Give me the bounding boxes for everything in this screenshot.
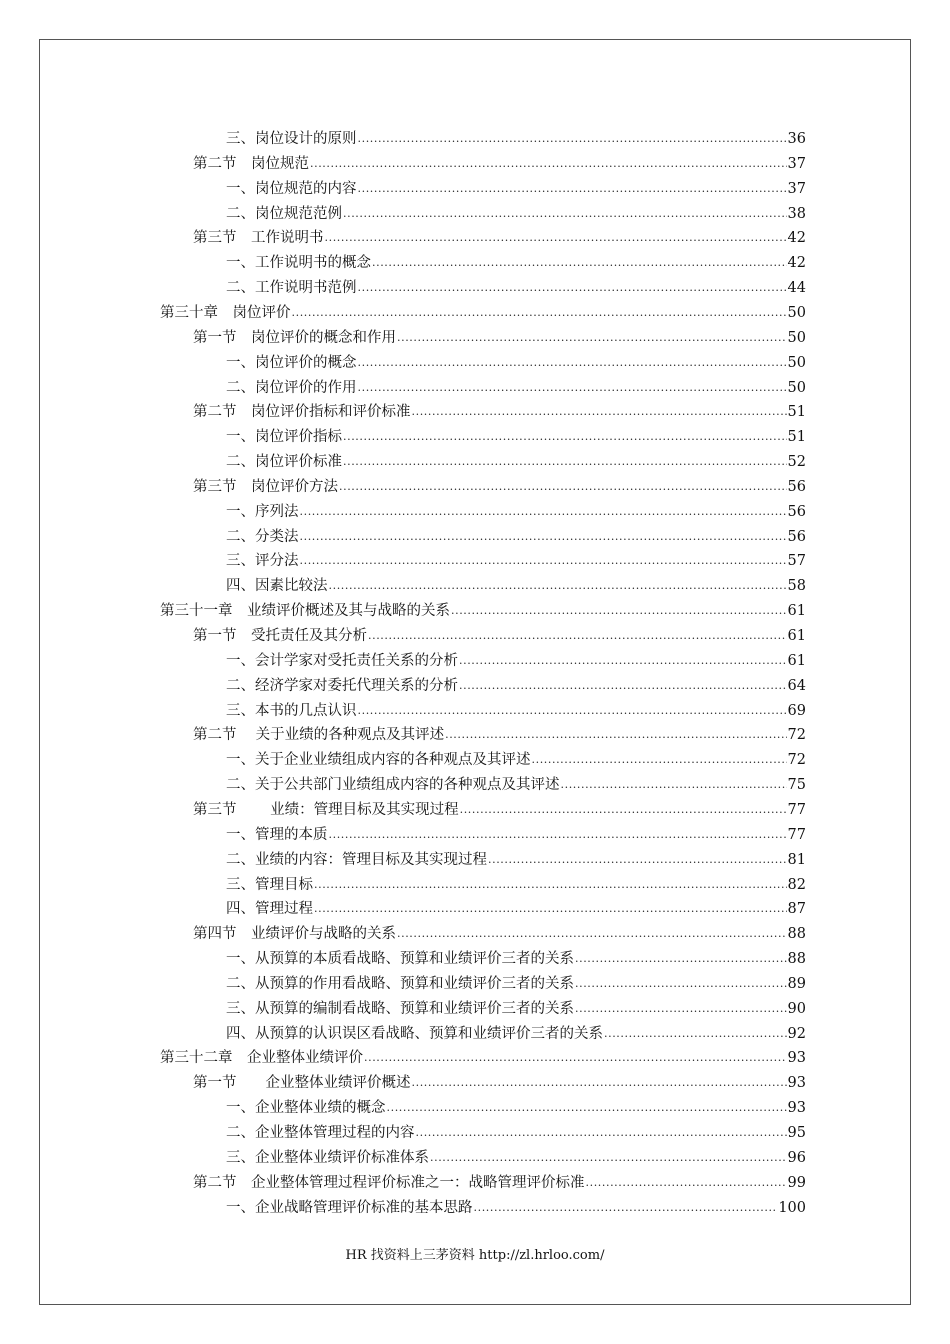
toc-entry[interactable] [226,124,806,148]
toc-entry-title: 一、企业战略管理评价标准的基本思路 [226,1199,473,1216]
toc-entry-page: 93 [787,1100,806,1117]
toc-leader-dots [586,1176,787,1190]
page-footer: HR 找资料上三茅资料 http://zl.hrloo.com/ [345,1248,605,1263]
toc-entry-page: 50 [787,354,806,371]
toc-leader-dots [343,430,787,444]
toc-leader-dots [451,604,787,618]
toc-entry-page: 82 [787,876,806,893]
toc-leader-dots [300,554,787,568]
toc-entry-title: 第三十二章 企业整体业绩评价 [160,1050,363,1067]
toc-entry-title: 三、本书的几点认识 [226,702,357,719]
toc-entry-page: 51 [787,404,806,421]
toc-entry-page: 58 [787,578,806,595]
toc-entry-page: 61 [787,628,806,644]
toc-entry[interactable] [226,944,806,968]
toc-leader-dots [329,579,787,593]
toc-entry[interactable] [226,870,806,894]
toc-leader-dots [368,629,787,643]
toc-entry-title: 四、因素比较法 [226,578,328,595]
toc-entry-page: 81 [787,851,806,868]
toc-entry-title: 一、岗位评价的概念 [226,354,357,371]
toc-leader-dots [325,231,787,245]
toc-entry[interactable] [226,994,806,1018]
toc-entry[interactable] [226,348,806,372]
toc-entry-page: 44 [787,280,806,297]
toc-entry-page: 77 [787,826,806,843]
toc-entry-page: 95 [787,1125,806,1141]
toc-entry-page: 88 [787,951,806,968]
toc-entry-title: 第二节 岗位规范 [193,155,309,172]
toc-leader-dots [459,679,787,693]
toc-entry-title: 二、从预算的作用看战略、预算和业绩评价三者的关系 [226,975,574,992]
toc-leader-dots [459,654,787,668]
toc-entry[interactable] [226,1143,806,1167]
toc-entry-title: 三、企业整体业绩评价标准体系 [226,1149,429,1166]
toc-entry[interactable] [226,199,806,223]
toc-entry-page: 42 [787,255,806,272]
toc-entry-title: 四、管理过程 [226,901,313,918]
toc-leader-dots [358,182,787,196]
toc-leader-dots [387,1101,787,1115]
toc-entry-page: 87 [787,901,806,918]
toc-entry-title: 一、工作说明书的概念 [226,255,371,272]
toc-entry-page: 77 [787,801,806,818]
toc-entry-page: 100 [778,1199,806,1216]
toc-entry-title: 一、从预算的本质看战略、预算和业绩评价三者的关系 [226,951,574,968]
toc-entry[interactable] [226,497,806,521]
toc-entry-title: 第三节 工作说明书 [193,230,324,247]
toc-entry-title: 二、工作说明书范例 [226,280,357,297]
toc-entry[interactable] [193,1168,806,1192]
toc-entry-page: 56 [787,478,806,495]
toc-entry-page: 57 [787,553,806,570]
toc-leader-dots [358,132,787,146]
toc-entry-page: 37 [787,180,806,197]
toc-entry[interactable] [193,919,806,943]
toc-leader-dots [412,405,787,419]
toc-entry[interactable] [226,546,806,570]
toc-entry[interactable] [226,1118,806,1142]
toc-entry-title: 第三节 岗位评价方法 [193,478,338,495]
toc-entry[interactable] [193,1068,806,1092]
toc-entry-page: 96 [787,1149,806,1166]
toc-entry-title: 第二节 岗位评价指标和评价标准 [193,404,411,421]
toc-entry[interactable] [193,795,806,819]
toc-entry-title: 第一节 企业整体业绩评价概述 [193,1075,411,1092]
toc-entry[interactable] [226,447,806,471]
toc-entry-title: 一、管理的本质 [226,826,328,843]
toc-entry[interactable] [193,323,806,347]
toc-leader-dots [343,455,787,469]
toc-entry[interactable] [160,1043,806,1067]
toc-entry-page: 75 [787,777,806,794]
toc-entry-page: 42 [787,230,806,247]
toc-entry-page: 93 [787,1050,806,1067]
toc-entry-title: 一、会计学家对受托责任关系的分析 [226,652,458,669]
toc-entry-page: 61 [787,603,806,620]
toc-entry-page: 51 [787,429,806,446]
toc-leader-dots [314,878,787,892]
toc-entry-title: 一、岗位评价指标 [226,429,342,446]
toc-entry-page: 50 [787,329,806,346]
toc-leader-dots [358,356,787,370]
toc-leader-dots [474,1201,778,1215]
toc-leader-dots [300,505,787,519]
toc-entry-page: 93 [787,1075,806,1092]
toc-leader-dots [575,952,787,966]
toc-entry-page: 52 [787,454,806,471]
toc-leader-dots [412,1076,787,1090]
toc-entry-title: 三、岗位设计的原则 [226,131,357,147]
toc-entry-title: 一、企业整体业绩的概念 [226,1100,386,1117]
toc-leader-dots [358,281,787,295]
toc-entry-title: 第三十一章 业绩评价概述及其与战略的关系 [160,603,450,620]
toc-entry-title: 二、关于公共部门业绩组成内容的各种观点及其评述 [226,777,560,794]
toc-entry-title: 二、企业整体管理过程的内容 [226,1125,415,1141]
toc-entry[interactable] [160,298,806,322]
toc-leader-dots [561,778,787,792]
toc-entry-title: 三、管理目标 [226,876,313,893]
toc-entry-page: 90 [787,1000,806,1017]
toc-entry-page: 89 [787,975,806,992]
toc-entry-title: 一、序列法 [226,503,299,520]
toc-entry[interactable] [226,820,806,844]
toc-entry[interactable] [193,621,806,645]
toc-entry-page: 72 [787,752,806,769]
toc-entry[interactable] [226,671,806,695]
toc-entry-title: 第三节 业绩：管理目标及其实现过程 [193,801,459,818]
toc-entry-title: 二、业绩的内容：管理目标及其实现过程 [226,851,487,868]
toc-entry[interactable] [226,894,806,918]
toc-leader-dots [488,853,787,867]
toc-entry[interactable] [226,248,806,272]
toc-entry[interactable] [226,845,806,869]
toc-entry[interactable] [226,422,806,446]
toc-entry-page: 92 [787,1025,806,1042]
toc-leader-dots [314,902,787,916]
toc-entry-title: 第四节 业绩评价与战略的关系 [193,926,396,943]
toc-entry-title: 一、关于企业业绩组成内容的各种观点及其评述 [226,752,531,769]
toc-leader-dots [343,207,787,221]
toc-leader-dots [416,1126,787,1140]
toc-entry-page: 36 [787,131,806,147]
toc-entry-page: 88 [787,926,806,943]
toc-entry[interactable] [193,720,806,744]
toc-entry[interactable] [226,174,806,198]
toc-leader-dots [532,753,787,767]
toc-entry-title: 三、从预算的编制看战略、预算和业绩评价三者的关系 [226,1000,574,1017]
toc-leader-dots [575,1002,787,1016]
toc-entry[interactable] [226,696,806,720]
toc-entry-page: 50 [787,379,806,396]
toc-entry-title: 二、岗位规范范例 [226,205,342,222]
toc-entry-page: 69 [787,702,806,719]
toc-entry-page: 38 [787,205,806,222]
toc-entry-page: 72 [787,727,806,744]
toc-leader-dots [460,803,787,817]
toc-leader-dots [575,977,787,991]
toc-entry[interactable] [226,273,806,297]
toc-entry-page: 61 [787,652,806,669]
toc-leader-dots [445,728,786,742]
toc-entry-title: 二、分类法 [226,528,299,545]
toc-entry-title: 第一节 受托责任及其分析 [193,628,367,644]
toc-entry[interactable] [193,149,806,173]
toc-entry-page: 50 [787,304,806,321]
toc-leader-dots [358,381,787,395]
toc-entry[interactable] [226,1093,806,1117]
toc-entry-title: 四、从预算的认识误区看战略、预算和业绩评价三者的关系 [226,1025,603,1042]
toc-entry[interactable] [226,745,806,769]
toc-entry-page: 56 [787,503,806,520]
toc-entry-title: 第三十章 岗位评价 [160,304,291,321]
toc-entry-page: 99 [787,1174,806,1191]
toc-leader-dots [292,306,787,320]
toc-leader-dots [358,704,787,718]
toc-entry[interactable] [226,373,806,397]
toc-leader-dots [329,828,787,842]
toc-entry-title: 二、岗位评价标准 [226,454,342,471]
toc-entry[interactable] [193,223,806,247]
toc-entry[interactable] [193,397,806,421]
toc-leader-dots [310,157,787,171]
toc-entry-page: 64 [787,677,806,694]
toc-entry-title: 二、岗位评价的作用 [226,379,357,396]
toc-entry-title: 第二节 企业整体管理过程评价标准之一：战略管理评价标准 [193,1174,585,1191]
toc-leader-dots [430,1151,787,1165]
toc-entry-title: 第二节 关于业绩的各种观点及其评述 [193,727,445,744]
toc-leader-dots [397,927,787,941]
toc-entry-title: 三、评分法 [226,553,299,570]
toc-entry-page: 37 [787,155,806,172]
toc-entry-title: 第一节 岗位评价的概念和作用 [193,329,396,346]
toc-entry-title: 二、经济学家对委托代理关系的分析 [226,677,458,694]
toc-entry[interactable] [226,770,806,794]
toc-entry[interactable] [160,596,806,620]
toc-entry-page: 56 [787,528,806,545]
toc-entry[interactable] [226,522,806,546]
toc-entry[interactable] [193,472,806,496]
toc-entry[interactable] [226,571,806,595]
toc-leader-dots [364,1051,787,1065]
toc-entry[interactable] [226,1019,806,1043]
toc-entry[interactable] [226,1193,806,1217]
toc-entry[interactable] [226,646,806,670]
toc-leader-dots [372,256,787,270]
toc-leader-dots [604,1027,787,1041]
toc-entry[interactable] [226,969,806,993]
toc-leader-dots [300,530,787,544]
toc-entry-title: 一、岗位规范的内容 [226,180,357,197]
toc-leader-dots [397,331,787,345]
toc-leader-dots [339,480,787,494]
